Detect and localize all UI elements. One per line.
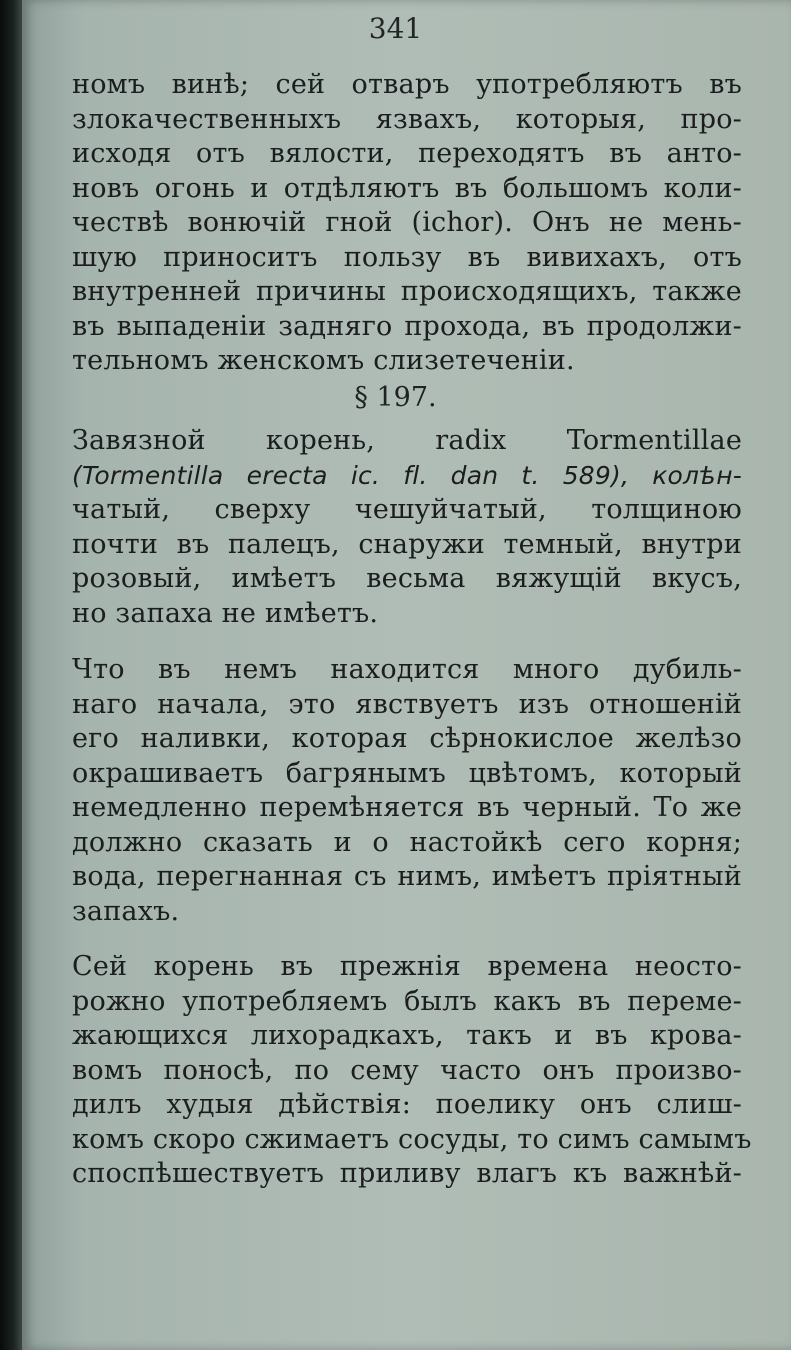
text-line: наго начала, это явствуетъ изъ отношеній [72, 688, 742, 720]
text-line: окрашиваетъ багрянымъ цвѣтомъ, который [72, 757, 742, 789]
text-line: споспѣшествуетъ приливу влагъ къ важнѣй- [72, 1158, 742, 1189]
text-line: его наливки, которая сѣрнокислое желѣзо [72, 723, 742, 754]
text-line: Сей корень въ прежнія времена неосто- [72, 951, 742, 982]
text-line: чествѣ вонючій гной (ichor). Онъ не мень- [72, 207, 742, 238]
text-line: номъ винѣ; сей отваръ употребляютъ въ [72, 69, 742, 100]
text-line: чатый, сверху чешуйчатый, толщиною [72, 494, 742, 525]
page-number: 341 [368, 12, 423, 45]
text-line: внутренней причины происходящихъ, также [72, 276, 742, 307]
text-line: но запаха не имѣетъ. [72, 597, 379, 629]
paragraph-2 [72, 424, 742, 631]
text-line: немедленно перемѣняется въ черный. То же [72, 792, 742, 823]
text-line: жающихся лихорадкахъ, такъ и въ крова- [72, 1020, 742, 1051]
text-line: (Tormentilla erecta ic. fl. dan t. 589), колѣн- [72, 460, 742, 490]
paragraph-1 [72, 68, 742, 379]
text-line: Что въ немъ находится много дубиль- [72, 654, 742, 685]
paragraph-3 [72, 653, 742, 929]
text-line: комъ скоро сжимаетъ сосуды, то симъ самымъ [72, 1123, 752, 1155]
text-line: злокачественныхъ язвахъ, которыя, про- [72, 103, 742, 135]
binding-gutter [0, 0, 22, 1350]
text-line: рожно употребляемъ былъ какъ въ переме- [72, 985, 742, 1017]
text-line: новъ огонь и отдѣляютъ въ большомъ коли- [72, 172, 742, 204]
text-line: вода, перегнанная съ нимъ, имѣетъ пріятный [72, 861, 742, 892]
text-line: розовый, имѣетъ весьма вяжущій вкусъ, [72, 563, 742, 594]
text-line: должно сказать и о настойкѣ сего корня; [72, 826, 742, 858]
text-line: почти въ палецъ, снаружи темный, внутри [72, 528, 742, 560]
text-line: тельномъ женскомъ слизетеченіи. [72, 345, 575, 376]
text-line: запахъ. [72, 895, 180, 927]
text-line: Завязной корень, radix Tormentillae [72, 425, 742, 456]
text-line: шую приноситъ пользу въ вивихахъ, отъ [72, 241, 742, 273]
text-line: дилъ худыя дѣйствія: поелику онъ слиш- [72, 1089, 742, 1120]
text-line: въ выпаденіи задняго прохода, въ продолжи- [72, 310, 742, 342]
paragraph-4 [72, 950, 752, 1192]
text-line: вомъ поносѣ, по сему часто онъ произво- [72, 1054, 742, 1086]
section-heading: § 197. [354, 382, 437, 413]
text-line: исходя отъ вялости, переходятъ въ анто- [72, 138, 742, 169]
